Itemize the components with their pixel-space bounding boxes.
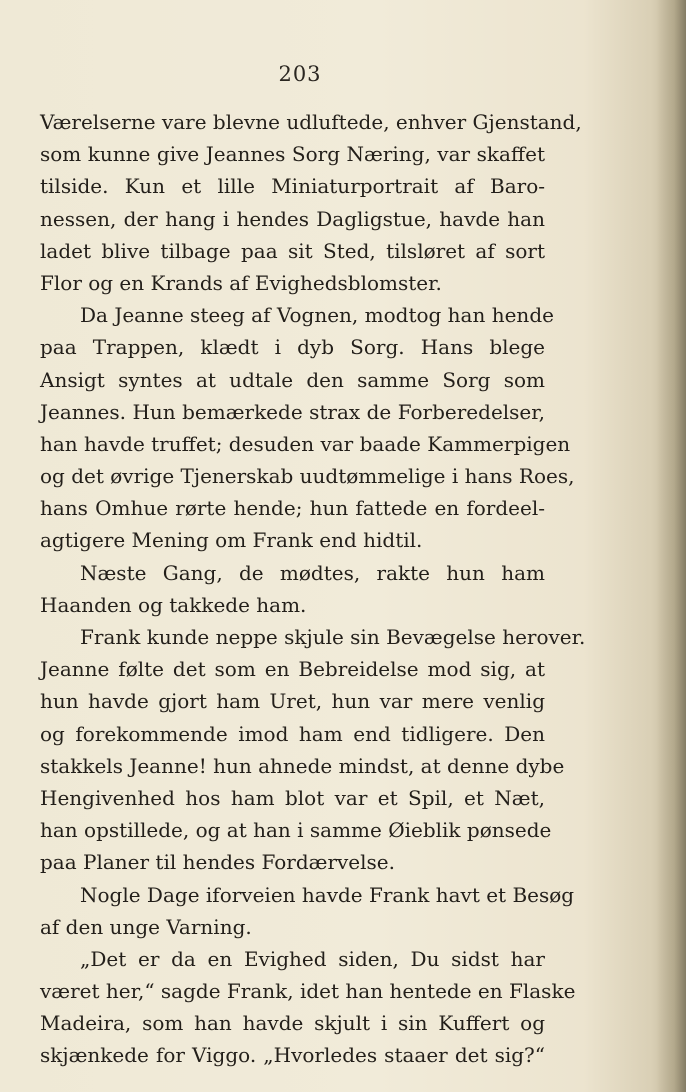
page-number: 203 [278,62,322,86]
text-line: skjænkede for Viggo. „Hvorledes staaer det sig?“ [40,1043,545,1068]
text-line: været her,“ sagde Frank, idet han hentede en Flaske [40,979,576,1004]
text-line: og forekommende imod ham end tidligere. Den [40,721,545,746]
text-line: agtigere Mening om Frank end hidtil. [40,528,423,553]
text-line: Ansigt syntes at udtale den samme Sorg som [40,367,545,392]
text-line: Værelserne vare blevne udluftede, enhver Gjenstand, [40,110,582,134]
text-line: „Det er da en Evighed siden, Du sidst har [80,946,545,971]
text-line: Nogle Dage iforveien havde Frank havt et Besøg [80,882,575,907]
text-line: Jeannes. Hun bemærkede strax de Forberedelser, [40,399,545,424]
text-line: Flor og en Krands af Evighedsblomster. [40,270,442,295]
text-line: Madeira, som han havde skjult i sin Kuffert og [40,1011,545,1036]
text-line: nessen, der hang i hendes Dagligstue, havde han [40,206,545,231]
page-gutter-shadow [656,0,686,1092]
text-line: stakkels Jeanne! hun ahnede mindst, at denne dybe [40,753,565,778]
text-line: ladet blive tilbage paa sit Sted, tilsløret af sort [40,238,545,263]
text-line: Frank kunde neppe skjule sin Bevægelse herover. [80,625,586,649]
text-line: Næste Gang, de mødtes, rakte hun ham [80,560,545,585]
text-line: hun havde gjort ham Uret, hun var mere venlig [40,689,545,714]
text-line: hans Omhue rørte hende; hun fattede en fordeel- [40,496,545,521]
body-text [40,106,586,1072]
text-line: han opstillede, og at han i samme Øieblik pønsede [40,818,552,843]
text-line: paa Trappen, klædt i dyb Sorg. Hans blege [40,335,545,360]
text-line: Da Jeanne steeg af Vognen, modtog han hende [80,303,554,328]
text-line: og det øvrige Tjenerskab uudtømmelige i hans Roes, [40,464,575,489]
text-line: af den unge Varning. [40,914,252,939]
text-line: Jeanne følte det som en Bebreidelse mod sig, at [40,657,545,682]
text-line: som kunne give Jeannes Sorg Næring, var skaffet [40,142,545,167]
text-line: paa Planer til hendes Fordærvelse. [40,850,395,875]
text-line: Haanden og takkede ham. [40,592,307,617]
text-line: tilside. Kun et lille Miniaturportrait af Baro- [40,174,545,199]
text-line: Hengivenhed hos ham blot var et Spil, et Næt, [40,785,545,810]
text-line: han havde truffet; desuden var baade Kammerpigen [40,431,571,456]
